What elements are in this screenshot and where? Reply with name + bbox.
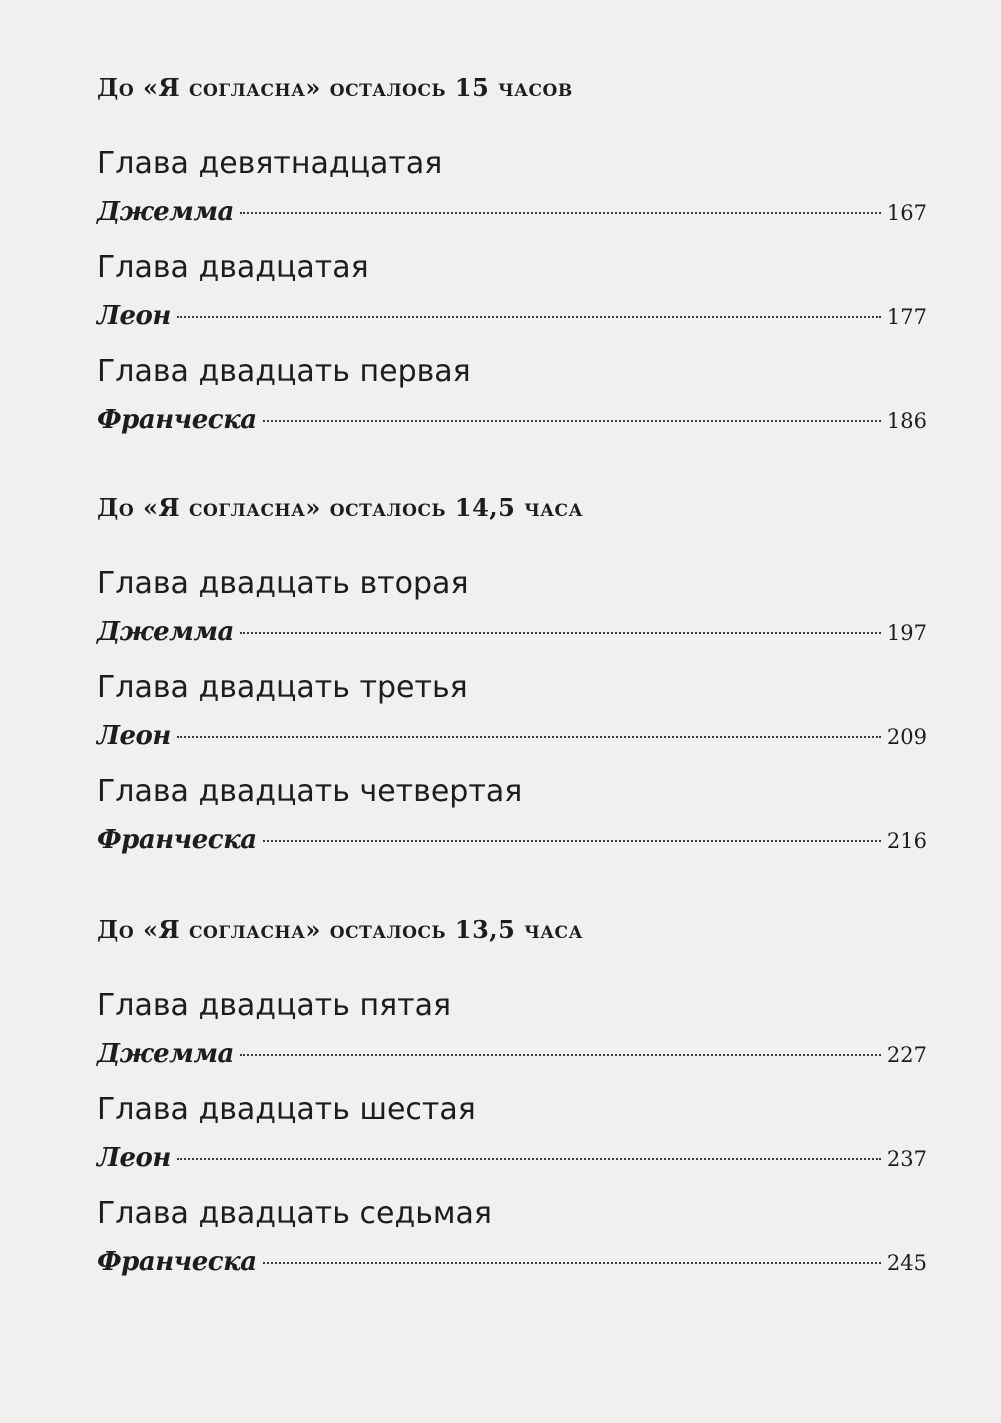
- page-number: 237: [886, 1147, 927, 1171]
- section-title: [97, 488, 583, 528]
- section-title: [97, 68, 573, 108]
- chapter-narrator: Леон: [97, 1143, 171, 1173]
- chapter-narrator: Джемма: [97, 197, 234, 227]
- entry-row: [97, 1138, 927, 1178]
- entry-row: [97, 192, 927, 232]
- page-number: 245: [886, 1251, 927, 1275]
- toc-entry[interactable]: [97, 562, 927, 666]
- entry-row: [97, 716, 927, 756]
- page-number: 186: [886, 409, 927, 433]
- toc-entry[interactable]: [97, 246, 927, 350]
- section-title-count: 14,5: [454, 493, 516, 522]
- chapter-title: Глава двадцать седьмая: [97, 1196, 492, 1231]
- section-title-unit: часа: [524, 493, 583, 522]
- dot-leader: [240, 631, 881, 634]
- entry-row: [97, 296, 927, 336]
- page-number: 209: [886, 725, 927, 749]
- chapter-narrator: Джемма: [97, 1039, 234, 1069]
- chapter-title: Глава двадцать четвертая: [97, 774, 523, 809]
- chapter-narrator: Франческа: [97, 405, 257, 435]
- dot-leader: [177, 1157, 881, 1160]
- entry-row: [97, 612, 927, 652]
- toc-entry[interactable]: [97, 1192, 927, 1296]
- chapter-title: Глава девятнадцатая: [97, 146, 443, 181]
- page-number: 197: [886, 621, 927, 645]
- chapter-title: Глава двадцать первая: [97, 354, 471, 389]
- section-title-prefix: До «Я согласна» осталось: [97, 73, 447, 102]
- toc-entry[interactable]: [97, 350, 927, 454]
- chapter-title: Глава двадцатая: [97, 250, 369, 285]
- toc-entry[interactable]: [97, 984, 927, 1088]
- section-title-count: 13,5: [454, 915, 516, 944]
- chapter-title: Глава двадцать третья: [97, 670, 468, 705]
- chapter-narrator: Франческа: [97, 825, 257, 855]
- chapter-narrator: Джемма: [97, 617, 234, 647]
- chapter-title: Глава двадцать пятая: [97, 988, 452, 1023]
- section-title-prefix: До «Я согласна» осталось: [97, 493, 447, 522]
- page-number: 177: [886, 305, 927, 329]
- toc-entry[interactable]: [97, 770, 927, 874]
- entry-row: [97, 1242, 927, 1282]
- page-number: 227: [886, 1043, 927, 1067]
- section-title-prefix: До «Я согласна» осталось: [97, 915, 447, 944]
- dot-leader: [240, 1053, 881, 1056]
- chapter-title: Глава двадцать вторая: [97, 566, 469, 601]
- section-title-unit: часа: [524, 915, 583, 944]
- dot-leader: [263, 419, 881, 422]
- toc-entry[interactable]: [97, 1088, 927, 1192]
- entry-row: [97, 1034, 927, 1074]
- section-title-unit: часов: [498, 73, 573, 102]
- chapter-narrator: Франческа: [97, 1247, 257, 1277]
- section-title: [97, 910, 583, 950]
- chapter-narrator: Леон: [97, 301, 171, 331]
- dot-leader: [240, 211, 881, 214]
- chapter-title: Глава двадцать шестая: [97, 1092, 476, 1127]
- page-number: 167: [886, 201, 927, 225]
- dot-leader: [177, 315, 881, 318]
- dot-leader: [263, 1261, 881, 1264]
- toc-entry[interactable]: [97, 142, 927, 246]
- entry-row: [97, 820, 927, 860]
- dot-leader: [177, 735, 881, 738]
- page-number: 216: [886, 829, 927, 853]
- chapter-narrator: Леон: [97, 721, 171, 751]
- dot-leader: [263, 839, 881, 842]
- section-title-count: 15: [454, 73, 490, 102]
- toc-entry[interactable]: [97, 666, 927, 770]
- entry-row: [97, 400, 927, 440]
